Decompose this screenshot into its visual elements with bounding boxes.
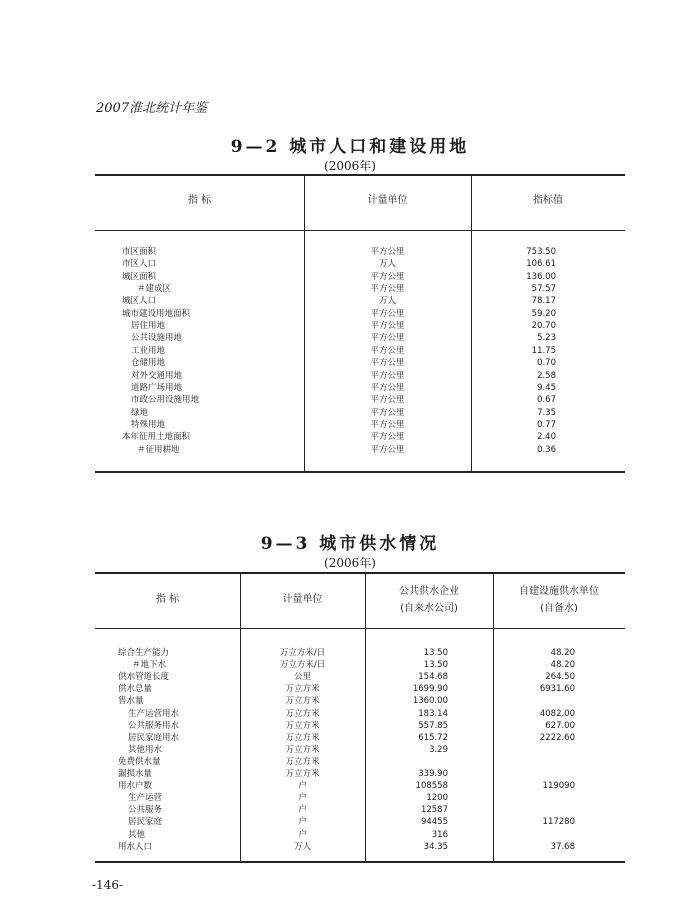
table2-header-public-2: (自来水公司) <box>400 603 458 614</box>
table1-row <box>0 271 700 283</box>
unit-cell: 万人 <box>378 296 396 307</box>
table1-row <box>0 295 700 307</box>
unit-cell: 万人 <box>293 841 311 852</box>
public-cell: 108558 <box>415 781 448 792</box>
table2-row <box>0 647 700 659</box>
unit-cell: 平方公里 <box>370 345 405 356</box>
unit-cell: 平方公里 <box>370 333 405 344</box>
indicator-cell: 本年征用土地面积 <box>122 432 191 443</box>
indicator-cell: 对外交通用地 <box>131 370 183 381</box>
unit-cell: 平方公里 <box>370 432 405 443</box>
table1-row <box>0 283 700 295</box>
unit-cell: 平方公里 <box>370 321 405 332</box>
value-cell: 5.23 <box>537 333 556 344</box>
self-cell: 48.20 <box>550 660 575 671</box>
table2-row <box>0 732 700 744</box>
table1-row <box>0 308 700 320</box>
table2-row <box>0 792 700 804</box>
unit-cell: 户 <box>298 781 307 792</box>
table2-row <box>0 695 700 707</box>
table2-row <box>0 671 700 683</box>
value-cell: 20.70 <box>531 321 556 332</box>
unit-cell: 平方公里 <box>370 284 405 295</box>
indicator-cell: 特殊用地 <box>131 419 166 430</box>
indicator-cell: 公共设施用地 <box>131 333 183 344</box>
self-cell: 6931.60 <box>539 684 575 695</box>
value-cell: 59.20 <box>531 308 556 319</box>
indicator-cell: 供水管道长度 <box>118 672 170 683</box>
indicator-cell: 仓储用地 <box>131 358 166 369</box>
public-cell: 1200 <box>426 793 448 804</box>
public-cell: 3.29 <box>429 744 448 755</box>
unit-cell: 公里 <box>293 672 311 683</box>
value-cell: 0.67 <box>537 395 556 406</box>
indicator-cell: 道路广场用地 <box>131 382 183 393</box>
table1-row <box>0 258 700 270</box>
value-cell: 136.00 <box>526 271 556 282</box>
public-cell: 183.14 <box>418 708 448 719</box>
public-cell: 13.50 <box>423 660 448 671</box>
public-cell: 1360.00 <box>412 696 448 707</box>
self-cell: 48.20 <box>550 648 575 658</box>
public-cell: 154.68 <box>418 672 448 683</box>
public-cell: 94455 <box>420 817 448 828</box>
indicator-cell: 居住用地 <box>131 321 166 332</box>
unit-cell: 平方公里 <box>370 419 405 430</box>
value-cell: 106.61 <box>526 259 556 270</box>
indicator-cell: 工业用地 <box>131 345 166 356</box>
value-cell: 2.40 <box>537 432 556 443</box>
unit-cell: 户 <box>298 829 307 840</box>
unit-cell: 万人 <box>378 259 396 270</box>
indicator-cell: 漏损水量 <box>118 769 153 779</box>
page-number: -146- <box>92 878 124 892</box>
self-cell: 4082.00 <box>539 708 575 719</box>
table2-header-rule <box>95 628 625 629</box>
table1-row <box>0 444 700 456</box>
indicator-cell: 生产运营 <box>128 793 163 804</box>
table1-row <box>0 332 700 344</box>
unit-cell: 户 <box>298 805 307 816</box>
value-cell: 9.45 <box>537 382 556 393</box>
value-cell: 11.75 <box>531 345 556 356</box>
table1-top-rule <box>95 174 625 176</box>
unit-cell: 万立方米 <box>285 756 320 767</box>
table2-row <box>0 816 700 828</box>
table2-row <box>0 708 700 720</box>
public-cell: 34.35 <box>423 841 448 852</box>
unit-cell: 万立方米 <box>285 684 320 695</box>
table1-row <box>0 419 700 431</box>
indicator-cell: 城市建设用地面积 <box>122 308 191 319</box>
table2-title: 9—3 城市供水情况 <box>260 534 440 554</box>
indicator-cell: ＃征用耕地 <box>137 444 180 455</box>
indicator-cell: 其他用水 <box>128 744 163 755</box>
indicator-cell: 售水量 <box>118 696 144 707</box>
value-cell: 57.57 <box>531 284 556 295</box>
unit-cell: 户 <box>298 793 307 804</box>
unit-cell: 平方公里 <box>370 308 405 319</box>
value-cell: 0.70 <box>537 358 556 369</box>
indicator-cell: 市政公用设施用地 <box>131 395 200 406</box>
table1-row <box>0 320 700 332</box>
unit-cell: 平方公里 <box>370 382 405 393</box>
self-cell: 119090 <box>542 781 575 792</box>
indicator-cell: 绿地 <box>131 407 149 418</box>
self-cell: 627.00 <box>545 720 575 731</box>
indicator-cell: 用水人口 <box>118 841 153 852</box>
table1-header-value: 指标值 <box>533 195 563 206</box>
unit-cell: 万立方米 <box>285 696 320 707</box>
table2-row <box>0 829 700 841</box>
value-cell: 7.35 <box>537 407 556 418</box>
public-cell: 1699.90 <box>412 684 448 695</box>
indicator-cell: 城区面积 <box>122 271 157 282</box>
table2-header-indicator: 指 标 <box>155 594 180 605</box>
table2-row <box>0 804 700 816</box>
unit-cell: 万立方米 <box>285 744 320 755</box>
table2-row <box>0 683 700 695</box>
running-head: 2007淮北统计年鉴 <box>96 101 208 116</box>
unit-cell: 万立方米/日 <box>279 648 326 658</box>
table1-row <box>0 246 700 258</box>
self-cell: 264.50 <box>545 672 575 683</box>
indicator-cell: 居民家庭用水 <box>128 732 180 743</box>
table1-header-rule <box>95 230 625 231</box>
unit-cell: 平方公里 <box>370 247 405 257</box>
table1-header-unit: 计量单位 <box>367 195 408 206</box>
indicator-cell: ＃建成区 <box>137 284 172 295</box>
table2-row <box>0 841 700 853</box>
table2-header-self-1: 自建设施供水单位 <box>519 586 599 597</box>
indicator-cell: 市区面积 <box>122 247 157 257</box>
public-cell: 557.85 <box>418 720 448 731</box>
public-cell: 615.72 <box>418 732 448 743</box>
table2-row <box>0 768 700 780</box>
unit-cell: 平方公里 <box>370 358 405 369</box>
unit-cell: 平方公里 <box>370 444 405 455</box>
table1-row <box>0 345 700 357</box>
unit-cell: 万立方米 <box>285 732 320 743</box>
unit-cell: 平方公里 <box>370 407 405 418</box>
table2-row <box>0 780 700 792</box>
indicator-cell: 居民家庭 <box>128 817 163 828</box>
unit-cell: 万立方米 <box>285 769 320 779</box>
public-cell: 339.90 <box>418 769 448 779</box>
unit-cell: 万立方米 <box>285 720 320 731</box>
table1-row <box>0 431 700 443</box>
unit-cell: 平方公里 <box>370 271 405 282</box>
table1-row <box>0 370 700 382</box>
public-cell: 13.50 <box>423 648 448 658</box>
table2-header-unit: 计量单位 <box>282 594 323 605</box>
indicator-cell: 综合生产能力 <box>118 648 170 658</box>
value-cell: 0.36 <box>537 444 556 455</box>
value-cell: 2.58 <box>537 370 556 381</box>
value-cell: 753.50 <box>526 247 556 257</box>
indicator-cell: 公共服务 <box>128 805 163 816</box>
unit-cell: 户 <box>298 817 307 828</box>
table2-header-public-1: 公共供水企业 <box>399 586 459 597</box>
table2-row <box>0 659 700 671</box>
table2-row <box>0 744 700 756</box>
indicator-cell: 城区人口 <box>122 296 157 307</box>
indicator-cell: 市区人口 <box>122 259 157 270</box>
table2-row <box>0 720 700 732</box>
public-cell: 12587 <box>420 805 448 816</box>
table2-header-self-2: (自备水) <box>540 603 578 614</box>
table2-subtitle: (2006年) <box>324 556 376 570</box>
indicator-cell: 其他 <box>128 829 146 840</box>
indicator-cell: ＃地下水 <box>132 660 167 671</box>
table1-subtitle: (2006年) <box>324 159 376 173</box>
public-cell: 316 <box>431 829 448 840</box>
self-cell: 2222.60 <box>539 732 575 743</box>
value-cell: 78.17 <box>531 296 556 307</box>
indicator-cell: 供水总量 <box>118 684 153 695</box>
table1-title: 9—2 城市人口和建设用地 <box>230 137 470 157</box>
self-cell: 117280 <box>542 817 575 828</box>
table2-top-rule <box>95 572 625 574</box>
table2-row <box>0 756 700 768</box>
table1-row <box>0 407 700 419</box>
table1-row <box>0 394 700 406</box>
table1-row <box>0 382 700 394</box>
self-cell: 37.68 <box>550 841 575 852</box>
indicator-cell: 公共服务用水 <box>128 720 180 731</box>
table2-bottom-rule <box>95 861 625 863</box>
table1-bottom-rule <box>95 471 625 473</box>
table1-header-indicator: 指 标 <box>187 195 212 206</box>
indicator-cell: 生产运营用水 <box>128 708 180 719</box>
value-cell: 0.77 <box>537 419 556 430</box>
unit-cell: 平方公里 <box>370 370 405 381</box>
indicator-cell: 免费供水量 <box>118 756 161 767</box>
indicator-cell: 用水户数 <box>118 781 153 792</box>
unit-cell: 平方公里 <box>370 395 405 406</box>
table1-row <box>0 357 700 369</box>
unit-cell: 万立方米/日 <box>279 660 326 671</box>
unit-cell: 万立方米 <box>285 708 320 719</box>
